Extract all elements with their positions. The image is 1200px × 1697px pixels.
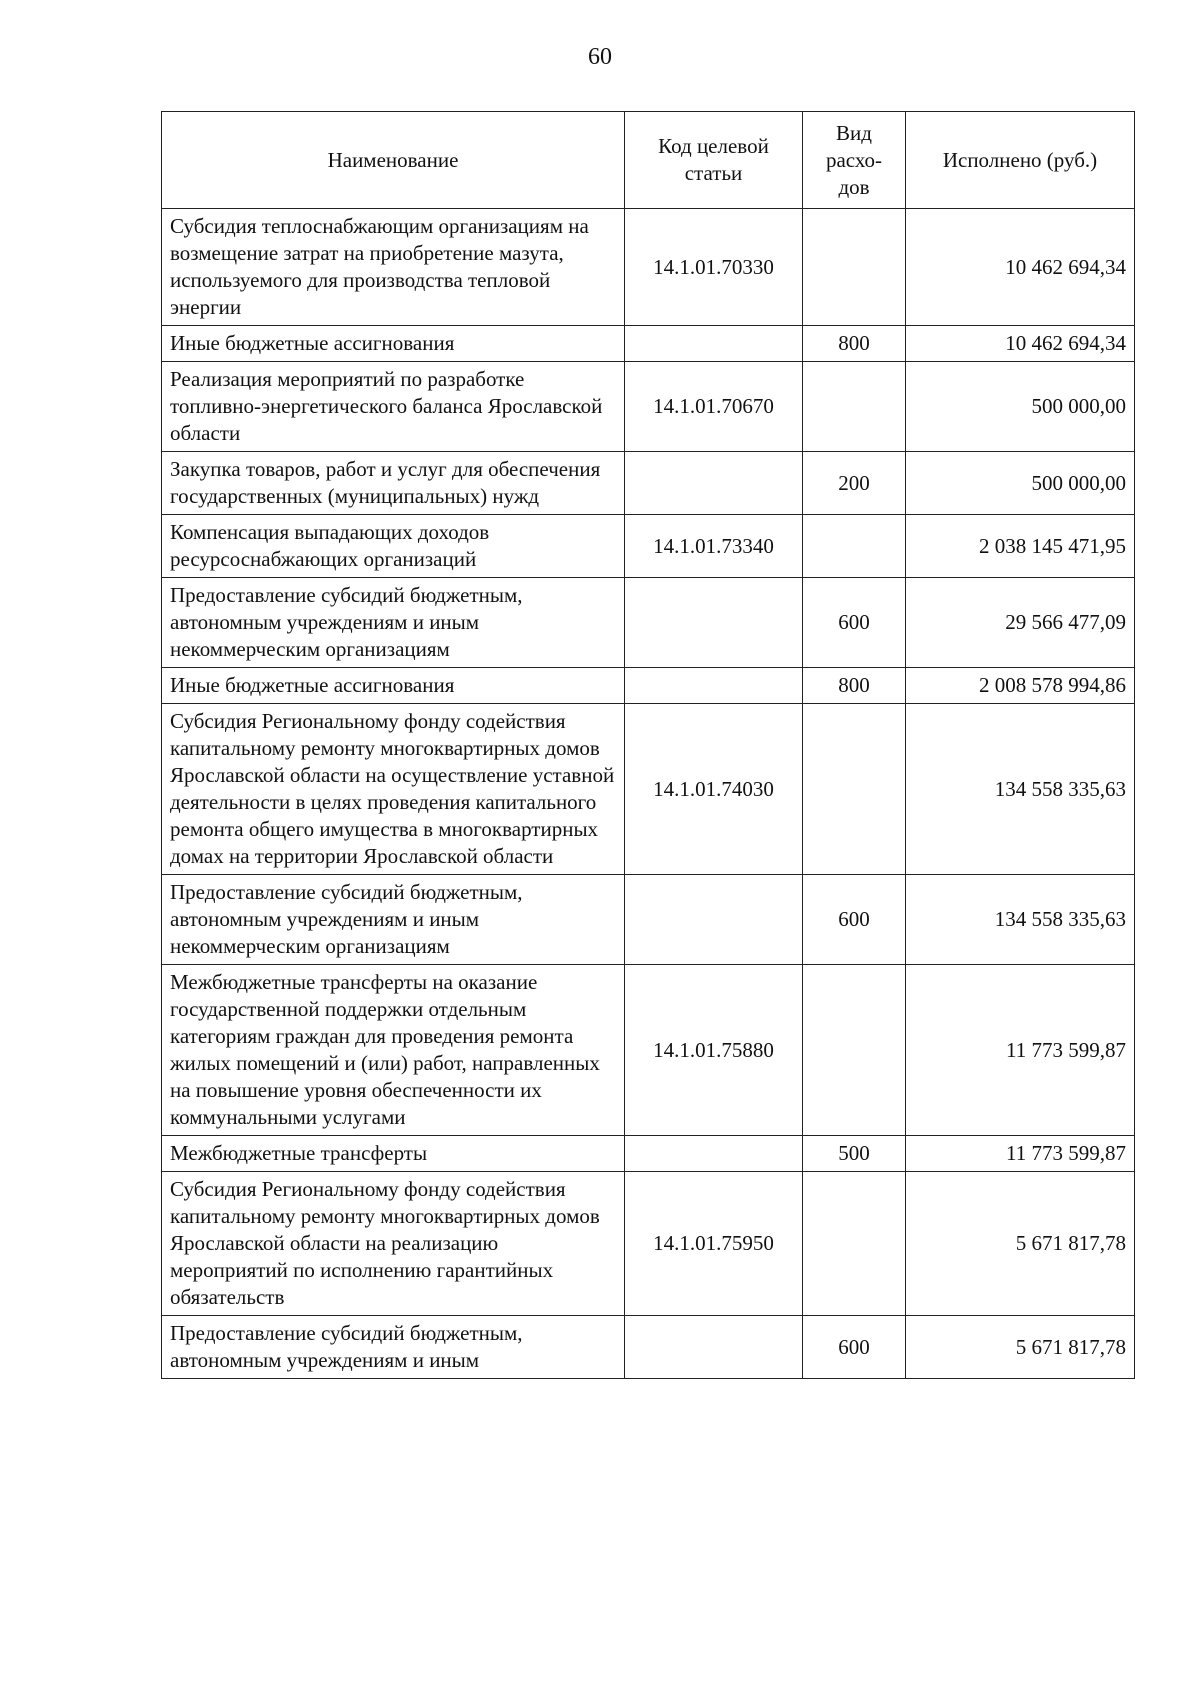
cell-code bbox=[625, 875, 803, 965]
page-number: 60 bbox=[588, 44, 612, 70]
cell-type bbox=[803, 1172, 906, 1316]
cell-code bbox=[625, 578, 803, 668]
cell-type bbox=[803, 965, 906, 1136]
cell-type bbox=[803, 704, 906, 875]
cell-code: 14.1.01.75950 bbox=[625, 1172, 803, 1316]
cell-sum: 2 008 578 994,86 bbox=[906, 668, 1135, 704]
cell-code bbox=[625, 1316, 803, 1379]
cell-sum: 500 000,00 bbox=[906, 452, 1135, 515]
cell-sum: 134 558 335,63 bbox=[906, 875, 1135, 965]
header-name: Наименование bbox=[162, 112, 625, 209]
cell-name: Иные бюджетные ассигнования bbox=[162, 668, 625, 704]
cell-sum: 11 773 599,87 bbox=[906, 1136, 1135, 1172]
cell-sum: 10 462 694,34 bbox=[906, 326, 1135, 362]
cell-name: Субсидия Региональному фонду содействия капитальному ремонту многоквартирных домов Ярославской области на осуществление уставной деятельности в целях проведения капитального ремонта общего имущества в многоквартирных домах на территории Ярославской области bbox=[162, 704, 625, 875]
cell-code bbox=[625, 452, 803, 515]
table-row bbox=[162, 965, 1135, 1136]
table-row bbox=[162, 452, 1135, 515]
cell-sum: 10 462 694,34 bbox=[906, 209, 1135, 326]
cell-sum: 134 558 335,63 bbox=[906, 704, 1135, 875]
budget-table bbox=[161, 111, 1135, 1379]
cell-sum: 11 773 599,87 bbox=[906, 965, 1135, 1136]
cell-name: Закупка товаров, работ и услуг для обеспечения государственных (муниципальных) нужд bbox=[162, 452, 625, 515]
table-row bbox=[162, 875, 1135, 965]
table-row bbox=[162, 578, 1135, 668]
header-code: Код целевой статьи bbox=[625, 112, 803, 209]
table-body bbox=[162, 209, 1135, 1379]
cell-sum: 5 671 817,78 bbox=[906, 1316, 1135, 1379]
cell-type: 600 bbox=[803, 875, 906, 965]
cell-name: Межбюджетные трансферты на оказание государственной поддержки отдельным категориям граждан для проведения ремонта жилых помещений и (или) работ, направленных на повышение уровня обеспеченности их коммунальными услугами bbox=[162, 965, 625, 1136]
cell-code: 14.1.01.75880 bbox=[625, 965, 803, 1136]
cell-sum: 500 000,00 bbox=[906, 362, 1135, 452]
cell-type: 500 bbox=[803, 1136, 906, 1172]
cell-type bbox=[803, 209, 906, 326]
cell-name: Субсидия теплоснабжающим организациям на возмещение затрат на приобретение мазута, используемого для производства тепловой энергии bbox=[162, 209, 625, 326]
cell-code: 14.1.01.70670 bbox=[625, 362, 803, 452]
cell-code: 14.1.01.70330 bbox=[625, 209, 803, 326]
cell-sum: 29 566 477,09 bbox=[906, 578, 1135, 668]
cell-code bbox=[625, 668, 803, 704]
cell-name: Предоставление субсидий бюджетным, автономным учреждениям и иным некоммерческим организациям bbox=[162, 578, 625, 668]
cell-type: 800 bbox=[803, 326, 906, 362]
cell-name: Субсидия Региональному фонду содействия капитальному ремонту многоквартирных домов Ярославской области на реализацию мероприятий по исполнению гарантийных обязательств bbox=[162, 1172, 625, 1316]
cell-code: 14.1.01.73340 bbox=[625, 515, 803, 578]
table-row bbox=[162, 1172, 1135, 1316]
table-row bbox=[162, 668, 1135, 704]
cell-sum: 5 671 817,78 bbox=[906, 1172, 1135, 1316]
table-row bbox=[162, 326, 1135, 362]
cell-type: 800 bbox=[803, 668, 906, 704]
header-type: Вид расхо-дов bbox=[803, 112, 906, 209]
cell-code: 14.1.01.74030 bbox=[625, 704, 803, 875]
table-row bbox=[162, 1136, 1135, 1172]
cell-code bbox=[625, 1136, 803, 1172]
cell-name: Иные бюджетные ассигнования bbox=[162, 326, 625, 362]
cell-type bbox=[803, 362, 906, 452]
table-row bbox=[162, 704, 1135, 875]
cell-name: Реализация мероприятий по разработке топливно-энергетического баланса Ярославской области bbox=[162, 362, 625, 452]
table-header-row bbox=[162, 112, 1135, 209]
table-row bbox=[162, 1316, 1135, 1379]
cell-name: Предоставление субсидий бюджетным, автономным учреждениям и иным некоммерческим организациям bbox=[162, 875, 625, 965]
cell-name: Компенсация выпадающих доходов ресурсоснабжающих организаций bbox=[162, 515, 625, 578]
cell-name: Межбюджетные трансферты bbox=[162, 1136, 625, 1172]
cell-code bbox=[625, 326, 803, 362]
cell-type bbox=[803, 515, 906, 578]
cell-sum: 2 038 145 471,95 bbox=[906, 515, 1135, 578]
cell-type: 600 bbox=[803, 1316, 906, 1379]
cell-name: Предоставление субсидий бюджетным, автономным учреждениям и иным bbox=[162, 1316, 625, 1379]
table-row bbox=[162, 209, 1135, 326]
cell-type: 200 bbox=[803, 452, 906, 515]
table-row bbox=[162, 515, 1135, 578]
header-sum: Исполнено (руб.) bbox=[906, 112, 1135, 209]
cell-type: 600 bbox=[803, 578, 906, 668]
table-row bbox=[162, 362, 1135, 452]
